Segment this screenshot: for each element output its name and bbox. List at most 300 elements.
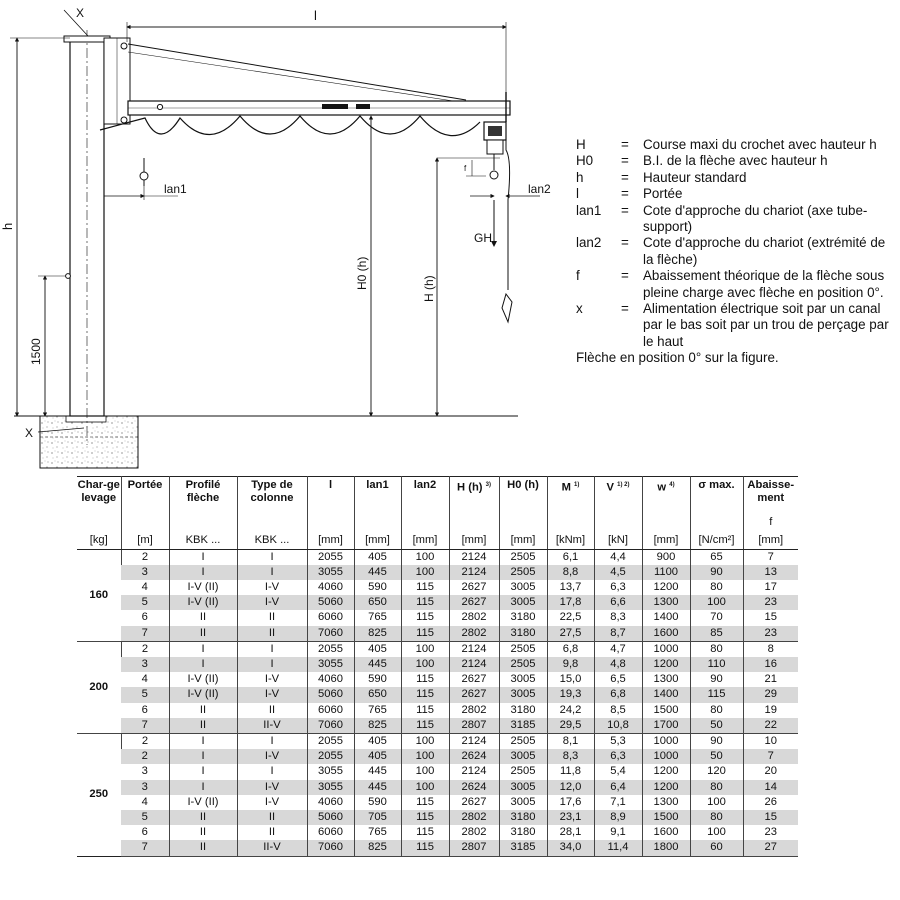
table-cell: 765: [354, 825, 401, 840]
table-cell: I-V (II): [169, 795, 237, 810]
table-cell: 6,4: [594, 780, 642, 795]
table-cell: I-V: [237, 687, 307, 702]
table-row: [77, 733, 798, 749]
table-cell: 2627: [449, 687, 499, 702]
table-cell: 3: [141, 765, 148, 778]
table-cell: 6,8: [594, 687, 642, 702]
table-cell: II: [169, 718, 237, 734]
table-cell: 6,3: [594, 749, 642, 764]
label-lan2: lan2: [528, 182, 551, 196]
table-cell: II: [169, 610, 237, 625]
table-cell: 1600: [642, 825, 690, 840]
column-header: [594, 477, 642, 529]
table-cell: 590: [354, 580, 401, 595]
table-cell: 100: [401, 641, 449, 657]
table-cell: 3180: [499, 825, 547, 840]
table-cell: 10,8: [594, 718, 642, 734]
table-cell: 120: [690, 764, 743, 779]
legend-note: Flèche en position 0° sur la figure.: [576, 350, 779, 366]
table-cell: 2807: [449, 840, 499, 856]
table-cell: 24,2: [547, 703, 594, 718]
table-cell: 590: [354, 795, 401, 810]
table-cell: 2055: [307, 549, 354, 565]
legend-equals: =: [621, 235, 629, 251]
table-cell: 8,8: [547, 565, 594, 580]
table-cell: 445: [354, 565, 401, 580]
table-cell: 23,1: [547, 810, 594, 825]
table-cell: 3005: [499, 672, 547, 687]
table-cell: 90: [690, 672, 743, 687]
column-unit: [kNm]: [547, 529, 594, 550]
table-cell: 100: [690, 595, 743, 610]
table-cell: 2: [121, 733, 169, 749]
column-header: [77, 477, 121, 529]
column-unit: [mm]: [642, 529, 690, 550]
table-cell: II: [169, 840, 237, 856]
table-cell: I: [169, 749, 237, 764]
table-cell: 115: [401, 840, 449, 856]
table-row: [77, 764, 798, 779]
table-cell: 15: [743, 810, 798, 825]
table-cell: 115: [401, 687, 449, 702]
table-cell: II: [237, 825, 307, 840]
column-header: [401, 477, 449, 529]
table-cell: 2505: [499, 549, 547, 565]
table-cell: 405: [354, 749, 401, 764]
table-cell: I: [237, 641, 307, 657]
table-cell: 6,1: [547, 549, 594, 565]
table-cell: 1700: [642, 718, 690, 734]
table-cell: 100: [401, 749, 449, 764]
table-row: [77, 580, 798, 595]
table-cell: 5,3: [594, 733, 642, 749]
table-row: [77, 549, 798, 565]
dim-l: [127, 22, 506, 92]
table-cell: 4,5: [594, 565, 642, 580]
table-cell: 21: [743, 672, 798, 687]
table-cell: 7: [743, 749, 798, 764]
table-cell: 2505: [499, 565, 547, 580]
table-cell: 80: [690, 580, 743, 595]
tie-rod: [128, 44, 466, 102]
table-cell: 1400: [642, 610, 690, 625]
foundation: [40, 416, 138, 468]
table-cell: I-V: [237, 749, 307, 764]
table-cell: 5: [121, 810, 169, 825]
legend-equals: =: [621, 186, 629, 202]
legend-text: Alimentation électrique soit par un canal par le bas soit par un trou de perçage par le haut: [643, 301, 889, 349]
legend-symbol: H0: [576, 153, 594, 169]
table-cell: 115: [401, 703, 449, 718]
table-cell: 115: [401, 718, 449, 734]
table-cell: 2124: [449, 733, 499, 749]
legend-item: [576, 203, 896, 236]
label-f: f: [464, 164, 467, 173]
table-cell: 2802: [449, 810, 499, 825]
table-cell: 4,4: [594, 549, 642, 565]
legend-equals: =: [621, 202, 629, 218]
legend-item: [576, 170, 896, 186]
table-cell: 405: [354, 641, 401, 657]
table-cell: I: [169, 549, 237, 565]
table-cell: 100: [401, 565, 449, 580]
table-cell: 2124: [449, 641, 499, 657]
column-header-sub: f: [769, 516, 773, 528]
load-cell: 200: [77, 641, 121, 733]
table-cell: I: [169, 565, 237, 580]
table-cell: 15,0: [547, 672, 594, 687]
table-cell: 115: [401, 595, 449, 610]
table-cell: 3005: [499, 595, 547, 610]
table-cell: 3055: [307, 764, 354, 779]
table-cell: II: [237, 626, 307, 642]
legend-equals: =: [621, 153, 629, 169]
spec-table: [77, 476, 798, 857]
table-cell: 5: [121, 595, 169, 610]
table-row: [77, 626, 798, 642]
table-cell: 100: [690, 795, 743, 810]
table-cell: 405: [354, 549, 401, 565]
column-header-label: w: [657, 481, 667, 494]
table-cell: 6: [141, 826, 148, 839]
table-cell: 115: [401, 825, 449, 840]
table-body: [77, 549, 798, 856]
table-cell: 7060: [307, 718, 354, 734]
table-cell: 2624: [449, 749, 499, 764]
table-cell: 6,5: [594, 672, 642, 687]
table-cell: I: [237, 549, 307, 565]
table-cell: I: [237, 764, 307, 779]
table-cell: 2124: [449, 657, 499, 672]
column-header: [499, 477, 547, 529]
table-cell: 1500: [642, 703, 690, 718]
table-row: [77, 610, 798, 625]
hook-left: [140, 158, 148, 186]
legend-item: [576, 268, 896, 301]
label-lan1: lan1: [164, 182, 187, 196]
column-unit: [kg]: [77, 529, 121, 550]
column-unit: [mm]: [743, 529, 798, 550]
table-cell: 17,8: [547, 595, 594, 610]
table-row: [77, 565, 798, 580]
column-unit: [mm]: [401, 529, 449, 550]
table-cell: 115: [401, 580, 449, 595]
table-cell: 115: [401, 610, 449, 625]
legend: [576, 137, 896, 367]
column-header-label: l: [328, 479, 333, 491]
table-cell: 4,7: [594, 641, 642, 657]
table-cell: 4060: [307, 672, 354, 687]
table-cell: 23: [743, 626, 798, 642]
table-cell: 7: [121, 840, 169, 856]
table-cell: 65: [690, 549, 743, 565]
column-unit: [mm]: [354, 529, 401, 550]
table-cell: 23: [743, 595, 798, 610]
table-cell: 60: [690, 840, 743, 856]
table-cell: 825: [354, 840, 401, 856]
table-cell: I-V: [237, 795, 307, 810]
table-cell: 3005: [499, 580, 547, 595]
column-header-label: Type de colonne: [250, 479, 294, 504]
table-cell: 2055: [307, 749, 354, 764]
table-cell: 4: [141, 580, 148, 593]
table-cell: 3005: [499, 780, 547, 795]
column-header-label: V: [606, 481, 614, 494]
table-cell: 115: [401, 795, 449, 810]
table-cell: 29: [743, 687, 798, 702]
table-row: [77, 840, 798, 856]
table-cell: 7060: [307, 626, 354, 642]
column-header-label: M: [561, 481, 571, 494]
table-cell: 27: [743, 840, 798, 856]
table-row: [77, 749, 798, 764]
table-cell: 1200: [642, 657, 690, 672]
legend-symbol: f: [576, 268, 580, 284]
column-header: [743, 477, 798, 529]
table-cell: 2802: [449, 703, 499, 718]
table-cell: 7,1: [594, 795, 642, 810]
column-header: [121, 477, 169, 529]
column-header-footnote: 3): [485, 482, 491, 488]
table-cell: 2: [121, 641, 169, 657]
table-cell: I-V (II): [169, 595, 237, 610]
table-cell: 7: [121, 718, 169, 734]
festoon-cable: [100, 116, 480, 136]
table-cell: 16: [743, 657, 798, 672]
dim-f: [466, 160, 486, 176]
table-cell: 28,1: [547, 825, 594, 840]
table-cell: 26: [743, 795, 798, 810]
label-x-top: X: [76, 6, 85, 20]
table-cell: I: [237, 733, 307, 749]
table-cell: 6060: [307, 703, 354, 718]
column-header-label: Portée: [127, 479, 163, 491]
column-header-label: lan1: [366, 479, 389, 491]
table-row: [77, 718, 798, 734]
table-cell: II: [237, 810, 307, 825]
table-row: [77, 810, 798, 825]
table-cell: 90: [690, 733, 743, 749]
table-cell: II: [237, 610, 307, 625]
table-cell: 2505: [499, 657, 547, 672]
table-cell: 100: [690, 825, 743, 840]
table-cell: 3185: [499, 840, 547, 856]
table-cell: II: [237, 703, 307, 718]
table-cell: 3005: [499, 749, 547, 764]
column-header-label: H0 (h): [507, 479, 539, 491]
table-cell: 100: [401, 657, 449, 672]
table-cell: 2624: [449, 780, 499, 795]
table-cell: 2124: [449, 764, 499, 779]
table-cell: 765: [354, 610, 401, 625]
table-cell: 2802: [449, 610, 499, 625]
legend-text: Abaissement théorique de la flèche sous pleine charge avec flèche en position 0°.: [643, 268, 885, 300]
table-cell: I-V (II): [169, 672, 237, 687]
table-cell: 6060: [307, 825, 354, 840]
header-row: [77, 477, 798, 529]
table-cell: 7060: [307, 840, 354, 856]
table-cell: 8,7: [594, 626, 642, 642]
table-cell: I: [237, 565, 307, 580]
table-cell: 29,5: [547, 718, 594, 734]
table-cell: 825: [354, 718, 401, 734]
column-header: [690, 477, 743, 529]
column-header: [237, 477, 307, 529]
table-cell: 3180: [499, 703, 547, 718]
table-cell: 100: [401, 549, 449, 565]
table-cell: 445: [354, 780, 401, 795]
table-cell: 6: [141, 703, 148, 716]
table-cell: I: [169, 657, 237, 672]
table-cell: I: [169, 780, 237, 795]
table-cell: 825: [354, 626, 401, 642]
table-cell: 2627: [449, 795, 499, 810]
table-cell: 3185: [499, 718, 547, 734]
column-header-footnote: 1) 2): [617, 482, 630, 488]
table-cell: 2505: [499, 764, 547, 779]
table-cell: 7: [121, 626, 169, 642]
table-cell: 70: [690, 610, 743, 625]
table-cell: 4060: [307, 795, 354, 810]
legend-equals: =: [621, 268, 629, 284]
table-cell: 4,8: [594, 657, 642, 672]
legend-symbol: x: [576, 301, 583, 317]
table-cell: 115: [401, 626, 449, 642]
column-header: [449, 477, 499, 529]
jib-head: [104, 38, 130, 124]
legend-text: Hauteur standard: [643, 169, 747, 185]
table-cell: 1000: [642, 749, 690, 764]
table-cell: II: [169, 810, 237, 825]
legend-text: B.I. de la flèche avec hauteur h: [643, 153, 828, 169]
legend-equals: =: [621, 137, 629, 152]
legend-equals: =: [621, 169, 629, 185]
table-cell: 8,1: [547, 733, 594, 749]
table-cell: 1000: [642, 641, 690, 657]
label-h0: H0 (h): [355, 256, 369, 290]
table-cell: 15: [743, 610, 798, 625]
table-cell: 9,1: [594, 825, 642, 840]
table-cell: 13,7: [547, 580, 594, 595]
column-header: [547, 477, 594, 529]
table-cell: II: [169, 626, 237, 642]
table-row: [77, 657, 798, 672]
table-cell: 7: [743, 549, 798, 565]
table-cell: I-V (II): [169, 580, 237, 595]
table-cell: 2802: [449, 626, 499, 642]
table-cell: 3: [121, 565, 169, 580]
legend-item: [576, 153, 896, 169]
table-cell: 2627: [449, 595, 499, 610]
label-hh: H (h): [422, 275, 436, 302]
table-cell: 2124: [449, 565, 499, 580]
table-cell: 100: [401, 780, 449, 795]
table-cell: I: [169, 641, 237, 657]
table-cell: 445: [354, 764, 401, 779]
table-cell: 5060: [307, 595, 354, 610]
table-cell: 17,6: [547, 795, 594, 810]
label-h: h: [0, 222, 15, 230]
table-cell: 2627: [449, 672, 499, 687]
table-cell: 3055: [307, 657, 354, 672]
label-gh: GH: [474, 231, 492, 245]
table-cell: 110: [690, 657, 743, 672]
table-cell: 6,3: [594, 580, 642, 595]
table-cell: 1500: [642, 810, 690, 825]
table-cell: II: [169, 825, 237, 840]
column-header-footnote: 1): [574, 482, 580, 488]
table-cell: I-V: [237, 595, 307, 610]
table-cell: 3055: [307, 565, 354, 580]
table-cell: 6,6: [594, 595, 642, 610]
table-cell: 5: [121, 687, 169, 702]
load-cell: 160: [77, 549, 121, 641]
table-cell: 5060: [307, 810, 354, 825]
table-cell: 80: [690, 703, 743, 718]
table-cell: 80: [690, 810, 743, 825]
table-cell: I: [169, 733, 237, 749]
column-unit: [mm]: [449, 529, 499, 550]
table-cell: 5060: [307, 687, 354, 702]
table-row: [77, 703, 798, 718]
table-cell: 1200: [642, 764, 690, 779]
table-cell: 2: [121, 749, 169, 764]
table-cell: 590: [354, 672, 401, 687]
table-cell: 2627: [449, 580, 499, 595]
table-cell: 6,8: [547, 641, 594, 657]
table-cell: 85: [690, 626, 743, 642]
table-cell: 3180: [499, 810, 547, 825]
table-cell: 14: [743, 780, 798, 795]
column-header-label: Abaisse-ment: [747, 479, 795, 504]
table-cell: 8,3: [547, 749, 594, 764]
table-cell: 1200: [642, 580, 690, 595]
table-cell: 3: [121, 780, 169, 795]
units-row: [77, 529, 798, 550]
column-header-label: H (h): [457, 481, 483, 494]
legend-symbol: lan1: [576, 202, 602, 218]
legend-equals: =: [621, 301, 629, 317]
trolley-hoist: [484, 122, 506, 179]
table-cell: 4060: [307, 580, 354, 595]
table-cell: 1000: [642, 733, 690, 749]
table-cell: 3005: [499, 795, 547, 810]
table-cell: 115: [401, 672, 449, 687]
table-cell: 1300: [642, 672, 690, 687]
pendant-control: [502, 140, 512, 322]
table-cell: 445: [354, 657, 401, 672]
table-cell: 17: [743, 580, 798, 595]
table-cell: 34,0: [547, 840, 594, 856]
label-x-bottom: X: [25, 426, 34, 440]
table-row: [77, 641, 798, 657]
table-cell: 4: [141, 795, 148, 808]
legend-symbol: h: [576, 169, 584, 185]
table-cell: 6060: [307, 610, 354, 625]
column-unit: [mm]: [499, 529, 547, 550]
table-row: [77, 825, 798, 840]
table-cell: II-V: [237, 840, 307, 856]
column-header-label: σ max.: [698, 479, 735, 491]
legend-item: [576, 186, 896, 202]
column-header: [642, 477, 690, 529]
table-cell: 8,5: [594, 703, 642, 718]
table-cell: 80: [690, 780, 743, 795]
legend-text: Cote d'approche du chariot (extrémité de la flèche): [643, 235, 886, 267]
table-row: [77, 595, 798, 610]
table-cell: 8,3: [594, 610, 642, 625]
table-cell: 20: [743, 764, 798, 779]
